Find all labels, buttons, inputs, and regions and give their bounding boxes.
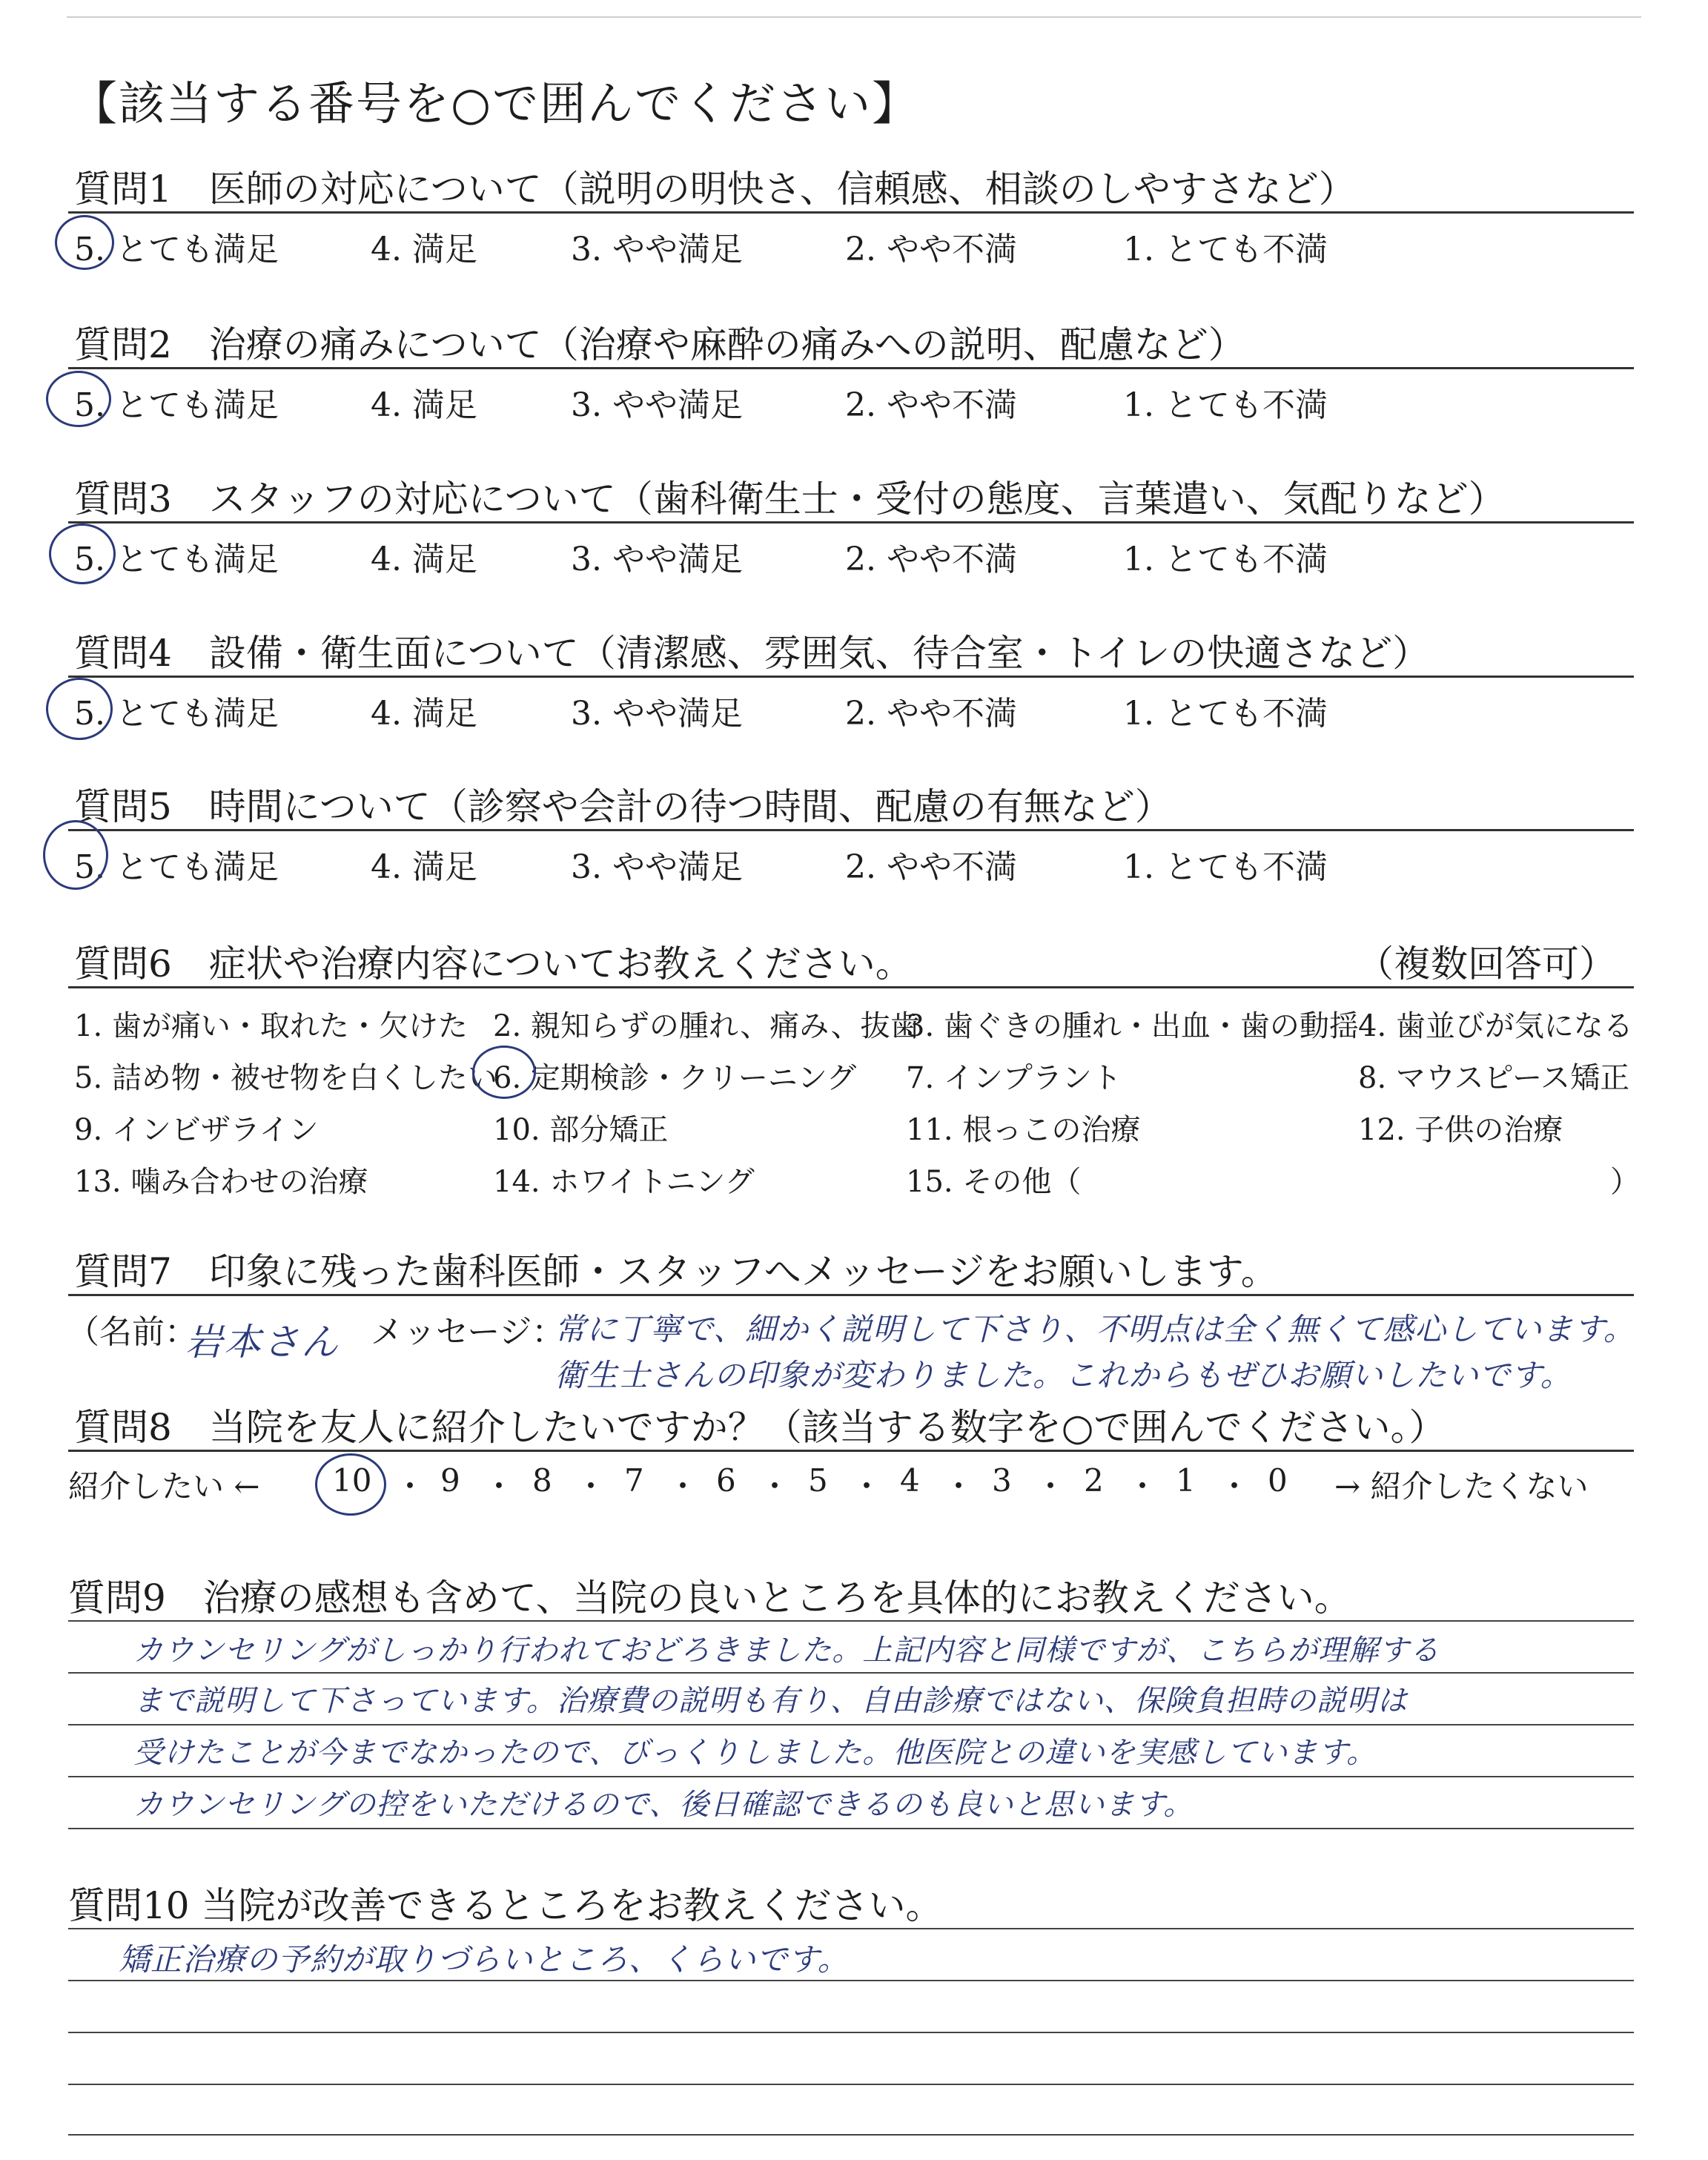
q1-label: 質問1 医師の対応について（説明の明快さ、信頼感、相談のしやすさなど）: [74, 168, 1356, 211]
q8-sep: ・: [575, 1468, 607, 1505]
q4-answer-circle: [46, 678, 113, 740]
q5-label: 質問5 時間について（診察や会計の待つ時間、配慮の有無など）: [74, 785, 1172, 828]
q8-score-6[interactable]: 6: [716, 1462, 736, 1499]
q9-rule-3: [68, 1724, 1634, 1725]
q9-answer-line-4[interactable]: カウンセリングの控をいただけるので、後日確認できるのも良いと思います。: [133, 1788, 1194, 1822]
q9-answer-line-2[interactable]: まで説明して下さっています。治療費の説明も有り、自由診療ではない、保険負担時の説明は: [133, 1684, 1408, 1718]
q2-option-2[interactable]: 2. やや不満: [845, 386, 1017, 424]
q7-label: 質問7 印象に残った歯科医師・スタッフへメッセージをお願いします。: [74, 1250, 1278, 1293]
q8-sep: ・: [483, 1468, 515, 1505]
q5-option-3[interactable]: 3. やや満足: [571, 848, 743, 886]
q10-rule-5: [68, 2134, 1634, 2136]
q9-rule-1: [68, 1620, 1634, 1622]
q6-item-11[interactable]: 11. 根っこの治療: [906, 1113, 1141, 1147]
q5-rule: [68, 829, 1634, 831]
q6-item-10[interactable]: 10. 部分矯正: [493, 1113, 669, 1147]
q6-item-12[interactable]: 12. 子供の治療: [1358, 1113, 1563, 1147]
q2-option-5[interactable]: 5. とても満足: [74, 386, 279, 424]
q2-option-1[interactable]: 1. とても不満: [1123, 386, 1328, 424]
q1-rule: [68, 211, 1634, 214]
q4-rule: [68, 676, 1634, 678]
q6-note: （複数回答可）: [1357, 942, 1616, 985]
q4-option-5[interactable]: 5. とても満足: [74, 695, 279, 733]
q8-score-2[interactable]: 2: [1084, 1462, 1104, 1499]
q2-rule: [68, 367, 1634, 369]
q10-rule-4: [68, 2084, 1634, 2085]
q4-option-3[interactable]: 3. やや満足: [571, 695, 743, 733]
q1-option-2[interactable]: 2. やや不満: [845, 231, 1017, 268]
q10-rule-2: [68, 1980, 1634, 1981]
q2-answer-circle: [46, 371, 111, 427]
q5-option-1[interactable]: 1. とても不満: [1123, 848, 1328, 886]
q8-sep: ・: [394, 1468, 426, 1505]
q4-label: 質問4 設備・衛生面について（清潔感、雰囲気、待合室・トイレの快適さなど）: [74, 632, 1430, 675]
q8-sep: ・: [759, 1468, 791, 1505]
q6-item-4[interactable]: 4. 歯並びが気になる: [1358, 1009, 1633, 1043]
q9-rule-2: [68, 1672, 1634, 1674]
q8-score-10[interactable]: 10: [332, 1462, 372, 1499]
q7-rule: [68, 1294, 1634, 1296]
q2-label: 質問2 治療の痛みについて（治療や麻酔の痛みへの説明、配慮など）: [74, 323, 1245, 366]
q8-score-9[interactable]: 9: [440, 1462, 460, 1499]
q8-score-4[interactable]: 4: [900, 1462, 920, 1499]
q6-label: 質問6 症状や治療内容についてお教えください。: [74, 942, 913, 985]
q8-sep: ・: [667, 1468, 699, 1505]
q6-item-2[interactable]: 2. 親知らずの腫れ、痛み、抜歯: [493, 1009, 920, 1043]
q1-option-1[interactable]: 1. とても不満: [1123, 231, 1328, 268]
q7-message-label: メッセージ：: [371, 1313, 565, 1351]
q8-sep: ・: [943, 1468, 975, 1505]
q3-answer-circle: [49, 524, 116, 584]
q8-label: 質問8 当院を友人に紹介したいですか？（該当する数字を○で囲んでください。）: [74, 1406, 1446, 1449]
q6-item-9[interactable]: 9. インビザライン: [74, 1113, 319, 1147]
q1-option-5[interactable]: 5. とても満足: [74, 231, 279, 268]
q8-left-label: 紹介したい ←: [68, 1468, 260, 1505]
page-title: 【該当する番号を○で囲んでください】: [71, 76, 920, 131]
q8-sep: ・: [1219, 1468, 1251, 1505]
q8-score-0[interactable]: 0: [1268, 1462, 1288, 1499]
q6-item-1[interactable]: 1. 歯が痛い・取れた・欠けた: [74, 1009, 468, 1043]
q8-score-1[interactable]: 1: [1176, 1462, 1196, 1499]
q7-message-line-1[interactable]: 常に丁寧で、細かく説明して下さり、不明点は全く無くて感心しています。: [555, 1311, 1635, 1347]
q9-answer-line-3[interactable]: 受けたことが今までなかったので、びっくりしました。他医院との違いを実感しています。: [133, 1736, 1377, 1770]
q8-right-label: → 紹介したくない: [1334, 1468, 1589, 1505]
q7-message-line-2[interactable]: 衛生士さんの印象が変わりました。これからもぜひお願いしたいです。: [555, 1357, 1572, 1393]
q6-rule: [68, 986, 1634, 988]
q5-option-2[interactable]: 2. やや不満: [845, 848, 1017, 886]
q3-option-3[interactable]: 3. やや満足: [571, 541, 743, 578]
q9-answer-line-1[interactable]: カウンセリングがしっかり行われておどろきました。上記内容と同様ですが、こちらが理解する: [133, 1634, 1440, 1668]
q10-rule-1: [68, 1928, 1634, 1929]
q4-option-1[interactable]: 1. とても不満: [1123, 695, 1328, 733]
q3-rule: [68, 521, 1634, 524]
q3-label: 質問3 スタッフの対応について（歯科衛生士・受付の態度、言葉遣い、気配りなど）: [74, 478, 1506, 521]
q6-item-5[interactable]: 5. 詰め物・被せ物を白くしたい: [74, 1061, 497, 1095]
q8-sep: ・: [1035, 1468, 1067, 1505]
q9-label: 質問9 治療の感想も含めて、当院の良いところを具体的にお教えください。: [68, 1576, 1351, 1619]
q4-option-2[interactable]: 2. やや不満: [845, 695, 1017, 733]
q3-option-4[interactable]: 4. 満足: [371, 541, 477, 578]
q5-option-4[interactable]: 4. 満足: [371, 848, 477, 886]
q6-item-15-close: ）: [1610, 1165, 1640, 1199]
q10-label: 質問10 当院が改善できるところをお教えください。: [68, 1884, 943, 1927]
q2-option-4[interactable]: 4. 満足: [371, 386, 477, 424]
q7-name-value[interactable]: 岩本さん: [185, 1321, 340, 1364]
q3-option-1[interactable]: 1. とても不満: [1123, 541, 1328, 578]
q6-item-6[interactable]: 6. 定期検診・クリーニング: [493, 1061, 857, 1095]
q2-option-3[interactable]: 3. やや満足: [571, 386, 743, 424]
q1-answer-circle: [55, 215, 114, 270]
q5-option-5[interactable]: 5. とても満足: [74, 848, 279, 886]
q8-score-7[interactable]: 7: [624, 1462, 644, 1499]
q3-option-2[interactable]: 2. やや不満: [845, 541, 1017, 578]
q9-rule-4: [68, 1776, 1634, 1777]
q3-option-5[interactable]: 5. とても満足: [74, 541, 279, 578]
q8-score-8[interactable]: 8: [532, 1462, 552, 1499]
q10-answer-line-1[interactable]: 矯正治療の予約が取りづらいところ、くらいです。: [119, 1941, 850, 1978]
q8-score-3[interactable]: 3: [992, 1462, 1012, 1499]
q7-name-label: （名前：: [67, 1313, 197, 1351]
q10-rule-3: [68, 2032, 1634, 2033]
q8-score-5[interactable]: 5: [808, 1462, 828, 1499]
q6-item-3[interactable]: 3. 歯ぐきの腫れ・出血・歯の動揺: [906, 1009, 1359, 1043]
q6-item-15[interactable]: 15. その他（: [906, 1165, 1082, 1199]
q8-rule: [68, 1450, 1634, 1452]
q6-item-14[interactable]: 14. ホワイトニング: [493, 1165, 755, 1199]
q6-item-8[interactable]: 8. マウスピース矯正: [1358, 1061, 1630, 1095]
q8-sep: ・: [1127, 1468, 1159, 1505]
q9-rule-5: [68, 1828, 1634, 1829]
q6-item-13[interactable]: 13. 噛み合わせの治療: [74, 1165, 368, 1199]
q8-answer-circle: [315, 1453, 386, 1516]
q4-option-4[interactable]: 4. 満足: [371, 695, 477, 733]
q6-answer-circle: [472, 1046, 536, 1099]
q5-answer-circle: [43, 820, 108, 890]
q6-item-7[interactable]: 7. インプラント: [906, 1061, 1122, 1095]
q8-sep: ・: [851, 1468, 883, 1505]
q1-option-4[interactable]: 4. 満足: [371, 231, 477, 268]
top-border: [67, 16, 1641, 18]
q1-option-3[interactable]: 3. やや満足: [571, 231, 743, 268]
